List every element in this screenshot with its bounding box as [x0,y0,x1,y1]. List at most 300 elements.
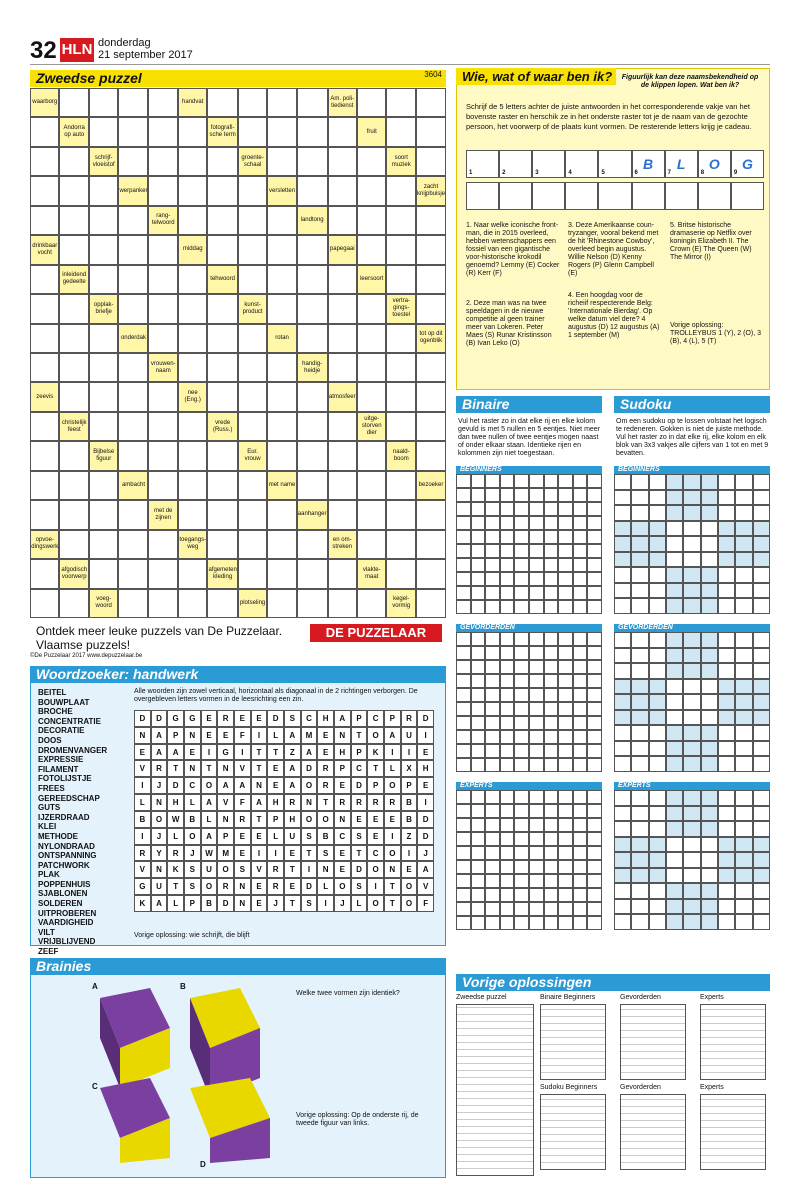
zweeds-cell[interactable] [89,471,119,500]
binaire-cell[interactable] [544,674,559,688]
binaire-cell[interactable] [485,702,500,716]
zweeds-cell[interactable] [238,500,267,529]
sudoku-cell[interactable] [718,756,735,772]
sudoku-cell[interactable] [631,648,648,664]
letter-cell[interactable]: N [217,811,234,828]
letter-cell[interactable]: E [351,811,368,828]
letter-cell[interactable]: S [184,861,201,878]
sudoku-cell[interactable] [683,474,700,490]
letter-cell[interactable]: J [184,845,201,862]
sudoku-cell[interactable] [649,725,666,741]
sudoku-cell[interactable] [735,567,752,583]
zweeds-cell[interactable] [59,176,88,205]
zweeds-cell[interactable] [59,441,88,470]
binaire-cell[interactable] [500,646,515,660]
letter-cell[interactable]: O [217,861,234,878]
binaire-cell[interactable] [500,502,515,516]
sudoku-cell[interactable] [735,598,752,614]
zweeds-cell[interactable] [30,324,59,353]
sudoku-cell[interactable] [666,598,683,614]
letter-cell[interactable]: A [217,777,234,794]
sudoku-cell[interactable] [614,648,631,664]
letter-cell[interactable]: I [384,828,401,845]
zweeds-cell[interactable] [118,353,148,382]
letter-cell[interactable]: A [201,828,218,845]
binaire-cell[interactable] [456,646,471,660]
binaire-cell[interactable] [514,586,529,600]
binaire-cell[interactable] [471,572,486,586]
binaire-cell[interactable] [587,716,602,730]
letter-cell[interactable]: R [234,811,251,828]
zweeds-cell[interactable] [297,471,328,500]
binaire-cell[interactable] [544,832,559,846]
wie-top-grid[interactable] [466,150,764,178]
zweeds-cell[interactable] [148,412,177,441]
binaire-cell[interactable] [558,674,573,688]
binaire-cell[interactable] [485,902,500,916]
zweeds-cell[interactable] [89,88,119,117]
zweeds-cell[interactable] [357,441,386,470]
zweeds-cell[interactable] [386,412,416,441]
binaire-cell[interactable] [500,558,515,572]
zweeds-cell[interactable] [267,441,296,470]
sudoku-cell[interactable] [649,710,666,726]
sudoku-cell[interactable] [683,837,700,853]
binaire-cell[interactable] [529,888,544,902]
letter-cell[interactable]: R [284,794,301,811]
zweeds-cell[interactable] [386,206,416,235]
zweeds-cell[interactable] [386,559,416,588]
letter-cell[interactable]: B [201,895,218,912]
zweeds-cell[interactable] [386,353,416,382]
sudoku-cell[interactable] [614,914,631,930]
zweeds-cell[interactable] [238,353,267,382]
letter-cell[interactable]: S [351,878,368,895]
sudoku-cell[interactable] [718,474,735,490]
binaire-cell[interactable] [471,716,486,730]
sudoku-cell[interactable] [683,552,700,568]
zweeds-cell[interactable] [118,88,148,117]
letter-cell[interactable]: T [167,760,184,777]
zweeds-cell[interactable] [178,147,208,176]
sudoku-cell[interactable] [701,536,718,552]
zweeds-cell[interactable] [30,117,59,146]
binaire-cell[interactable] [514,804,529,818]
binaire-cell[interactable] [514,730,529,744]
zweeds-cell[interactable] [297,117,328,146]
binaire-cell[interactable] [573,646,588,660]
binaire-cell[interactable] [529,646,544,660]
wie-answer-cell[interactable] [731,182,764,210]
letter-cell[interactable]: W [201,845,218,862]
binaire-cell[interactable] [587,688,602,702]
sudoku-cell[interactable] [649,598,666,614]
binaire-cell[interactable] [500,832,515,846]
sudoku-cell[interactable] [631,521,648,537]
binaire-cell[interactable] [587,846,602,860]
binaire-cell[interactable] [514,716,529,730]
zweeds-cell[interactable] [267,353,296,382]
sudoku-cell[interactable] [649,663,666,679]
sudoku-cell[interactable] [735,632,752,648]
letter-cell[interactable]: E [251,878,268,895]
sudoku-cell[interactable] [649,899,666,915]
zweeds-cell[interactable] [357,324,386,353]
sudoku-cell[interactable] [718,663,735,679]
zweeds-cell[interactable] [118,412,148,441]
zweeds-cell[interactable] [118,294,148,323]
sudoku-cell[interactable] [753,632,770,648]
zweeds-cell[interactable] [30,500,59,529]
sudoku-cell[interactable] [735,821,752,837]
binaire-cell[interactable] [558,702,573,716]
letter-cell[interactable]: H [334,744,351,761]
sudoku-cell[interactable] [718,505,735,521]
binaire-cell[interactable] [544,716,559,730]
binaire-cell[interactable] [544,804,559,818]
letter-cell[interactable]: F [234,727,251,744]
binaire-cell[interactable] [558,544,573,558]
letter-cell[interactable]: A [201,794,218,811]
letter-cell[interactable]: N [184,760,201,777]
sudoku-grid[interactable] [614,632,770,772]
letter-cell[interactable]: D [301,878,318,895]
sudoku-cell[interactable] [735,837,752,853]
zweeds-cell[interactable] [148,147,177,176]
sudoku-cell[interactable] [701,756,718,772]
letter-cell[interactable]: A [284,777,301,794]
binaire-cell[interactable] [529,688,544,702]
sudoku-cell[interactable] [649,821,666,837]
sudoku-cell[interactable] [631,852,648,868]
zweeds-cell[interactable] [207,589,237,618]
sudoku-cell[interactable] [753,821,770,837]
zweeds-cell[interactable] [59,235,88,264]
letter-cell[interactable]: R [167,845,184,862]
sudoku-cell[interactable] [631,474,648,490]
sudoku-cell[interactable] [718,741,735,757]
binaire-cell[interactable] [544,902,559,916]
binaire-cell[interactable] [573,586,588,600]
sudoku-cell[interactable] [718,790,735,806]
sudoku-cell[interactable] [631,883,648,899]
sudoku-cell[interactable] [649,536,666,552]
binaire-cell[interactable] [500,888,515,902]
binaire-cell[interactable] [471,660,486,674]
letter-cell[interactable]: P [351,710,368,727]
zweeds-cell[interactable] [238,530,267,559]
letter-cell[interactable]: N [301,794,318,811]
sudoku-cell[interactable] [649,790,666,806]
zweeds-cell[interactable] [118,500,148,529]
binaire-cell[interactable] [514,744,529,758]
letter-cell[interactable]: T [301,845,318,862]
sudoku-cell[interactable] [683,583,700,599]
zweeds-cell[interactable] [207,88,237,117]
letter-cell[interactable]: G [217,744,234,761]
binaire-cell[interactable] [485,818,500,832]
zweeds-cell[interactable] [328,206,358,235]
sudoku-cell[interactable] [683,741,700,757]
letter-cell[interactable]: T [201,760,218,777]
binaire-cell[interactable] [456,632,471,646]
sudoku-cell[interactable] [753,490,770,506]
binaire-cell[interactable] [587,702,602,716]
sudoku-cell[interactable] [649,567,666,583]
letter-cell[interactable]: K [167,861,184,878]
binaire-cell[interactable] [573,888,588,902]
zweeds-cell[interactable] [238,235,267,264]
sudoku-cell[interactable] [683,725,700,741]
sudoku-cell[interactable] [701,567,718,583]
binaire-cell[interactable] [558,558,573,572]
letter-cell[interactable]: F [234,794,251,811]
binaire-cell[interactable] [485,600,500,614]
binaire-cell[interactable] [529,804,544,818]
zweeds-cell[interactable] [267,206,296,235]
binaire-cell[interactable] [471,804,486,818]
binaire-cell[interactable] [485,572,500,586]
letter-cell[interactable]: D [267,710,284,727]
sudoku-cell[interactable] [701,806,718,822]
binaire-cell[interactable] [485,860,500,874]
letter-cell[interactable]: E [134,744,151,761]
binaire-cell[interactable] [456,674,471,688]
zweeds-cell[interactable] [30,294,59,323]
zweeds-cell[interactable] [178,589,208,618]
sudoku-cell[interactable] [753,852,770,868]
zweeds-cell[interactable] [30,265,59,294]
letter-cell[interactable]: L [267,828,284,845]
sudoku-cell[interactable] [683,648,700,664]
zweeds-cell[interactable] [178,412,208,441]
zweeds-cell[interactable] [238,176,267,205]
sudoku-cell[interactable] [701,583,718,599]
binaire-cell[interactable] [544,632,559,646]
zweeds-cell[interactable] [118,206,148,235]
letter-cell[interactable]: J [334,895,351,912]
sudoku-cell[interactable] [753,914,770,930]
letter-cell[interactable]: N [217,760,234,777]
binaire-cell[interactable] [514,516,529,530]
zweeds-cell[interactable] [59,88,88,117]
sudoku-cell[interactable] [701,648,718,664]
zweeds-cell[interactable] [148,530,177,559]
sudoku-cell[interactable] [753,521,770,537]
zweeds-cell[interactable] [178,500,208,529]
letter-cell[interactable]: I [417,794,434,811]
binaire-cell[interactable] [558,790,573,804]
letter-cell[interactable]: I [301,861,318,878]
sudoku-cell[interactable] [666,474,683,490]
zweeds-cell[interactable] [89,559,119,588]
binaire-cell[interactable] [587,488,602,502]
zweeds-cell[interactable] [416,559,446,588]
binaire-cell[interactable] [471,860,486,874]
zweeds-cell[interactable] [386,88,416,117]
zweeds-cell[interactable] [297,441,328,470]
binaire-cell[interactable] [514,474,529,488]
sudoku-cell[interactable] [683,505,700,521]
binaire-cell[interactable] [573,688,588,702]
sudoku-cell[interactable] [631,694,648,710]
letter-cell[interactable]: O [384,845,401,862]
binaire-cell[interactable] [587,544,602,558]
binaire-cell[interactable] [544,502,559,516]
letter-cell[interactable]: E [201,727,218,744]
zweeds-cell[interactable] [238,117,267,146]
sudoku-cell[interactable] [614,710,631,726]
figure-c[interactable] [100,1078,170,1163]
zweeds-cell[interactable] [59,382,88,411]
zweeds-cell[interactable] [297,235,328,264]
binaire-cell[interactable] [485,502,500,516]
zweeds-cell[interactable] [148,471,177,500]
binaire-cell[interactable] [544,888,559,902]
letter-cell[interactable]: E [251,828,268,845]
zweeds-cell[interactable] [267,235,296,264]
binaire-cell[interactable] [529,488,544,502]
binaire-cell[interactable] [514,758,529,772]
sudoku-cell[interactable] [683,694,700,710]
binaire-cell[interactable] [573,544,588,558]
binaire-cell[interactable] [573,474,588,488]
zweeds-cell[interactable] [328,471,358,500]
sudoku-cell[interactable] [666,756,683,772]
binaire-cell[interactable] [558,818,573,832]
binaire-cell[interactable] [558,804,573,818]
zweeds-cell[interactable] [357,88,386,117]
binaire-cell[interactable] [485,758,500,772]
binaire-cell[interactable] [529,730,544,744]
letter-cell[interactable]: O [201,777,218,794]
letter-cell[interactable]: T [284,895,301,912]
sudoku-cell[interactable] [753,741,770,757]
letter-cell[interactable]: O [401,878,418,895]
binaire-cell[interactable] [529,846,544,860]
zweeds-cell[interactable] [148,324,177,353]
sudoku-cell[interactable] [614,821,631,837]
zweeds-cell[interactable] [59,353,88,382]
wie-letter-cell[interactable] [565,150,598,178]
letter-cell[interactable]: N [384,861,401,878]
zweeds-cell[interactable] [59,294,88,323]
binaire-cell[interactable] [456,530,471,544]
binaire-cell[interactable] [529,902,544,916]
letter-cell[interactable]: L [201,811,218,828]
letter-cell[interactable]: A [167,744,184,761]
sudoku-cell[interactable] [649,490,666,506]
letter-cell[interactable]: S [301,828,318,845]
zweeds-cell[interactable] [30,176,59,205]
zweeds-cell[interactable] [178,441,208,470]
binaire-cell[interactable] [558,586,573,600]
binaire-cell[interactable] [456,516,471,530]
sudoku-cell[interactable] [631,790,648,806]
sudoku-cell[interactable] [735,505,752,521]
letter-cell[interactable]: C [301,710,318,727]
binaire-cell[interactable] [573,916,588,930]
sudoku-cell[interactable] [718,806,735,822]
binaire-cell[interactable] [456,902,471,916]
sudoku-cell[interactable] [614,632,631,648]
letter-cell[interactable]: S [184,878,201,895]
sudoku-cell[interactable] [649,552,666,568]
sudoku-cell[interactable] [666,790,683,806]
sudoku-cell[interactable] [753,694,770,710]
sudoku-cell[interactable] [683,899,700,915]
zweeds-cell[interactable] [267,294,296,323]
zweeds-cell[interactable] [297,176,328,205]
letter-cell[interactable]: R [351,794,368,811]
binaire-cell[interactable] [529,474,544,488]
sudoku-cell[interactable] [666,725,683,741]
sudoku-cell[interactable] [718,490,735,506]
letter-cell[interactable]: N [234,895,251,912]
zweeds-cell[interactable] [89,530,119,559]
letter-cell[interactable]: E [334,777,351,794]
binaire-cell[interactable] [514,860,529,874]
sudoku-cell[interactable] [614,837,631,853]
binaire-cell[interactable] [587,744,602,758]
binaire-cell[interactable] [471,646,486,660]
binaire-cell[interactable] [471,558,486,572]
zweeds-cell[interactable] [416,353,446,382]
wie-answer-cell[interactable] [532,182,565,210]
sudoku-cell[interactable] [753,837,770,853]
zweeds-cell[interactable] [357,530,386,559]
zweeds-cell[interactable] [267,117,296,146]
binaire-cell[interactable] [573,758,588,772]
zweeds-cell[interactable] [148,176,177,205]
letter-cell[interactable]: R [401,710,418,727]
sudoku-cell[interactable] [614,852,631,868]
letter-cell[interactable]: L [167,828,184,845]
sudoku-cell[interactable] [683,490,700,506]
binaire-cell[interactable] [514,790,529,804]
zweeds-cell[interactable] [357,206,386,235]
letter-cell[interactable]: P [267,811,284,828]
binaire-cell[interactable] [514,874,529,888]
binaire-cell[interactable] [587,530,602,544]
sudoku-cell[interactable] [614,536,631,552]
zweeds-cell[interactable] [416,206,446,235]
sudoku-cell[interactable] [683,868,700,884]
binaire-cell[interactable] [471,632,486,646]
binaire-cell[interactable] [529,516,544,530]
binaire-cell[interactable] [514,600,529,614]
sudoku-cell[interactable] [718,914,735,930]
sudoku-cell[interactable] [753,552,770,568]
sudoku-cell[interactable] [753,725,770,741]
zweeds-cell[interactable] [148,117,177,146]
binaire-cell[interactable] [456,888,471,902]
binaire-cell[interactable] [544,730,559,744]
binaire-cell[interactable] [485,832,500,846]
sudoku-cell[interactable] [649,632,666,648]
zweeds-cell[interactable] [59,147,88,176]
letter-cell[interactable]: I [251,727,268,744]
binaire-cell[interactable] [529,716,544,730]
sudoku-cell[interactable] [631,598,648,614]
figure-a[interactable] [100,988,170,1088]
letter-cell[interactable]: S [317,845,334,862]
sudoku-cell[interactable] [683,852,700,868]
letter-cell[interactable]: S [284,710,301,727]
zweeds-cell[interactable] [59,324,88,353]
letter-cell[interactable]: E [384,811,401,828]
zweeds-cell[interactable] [416,530,446,559]
